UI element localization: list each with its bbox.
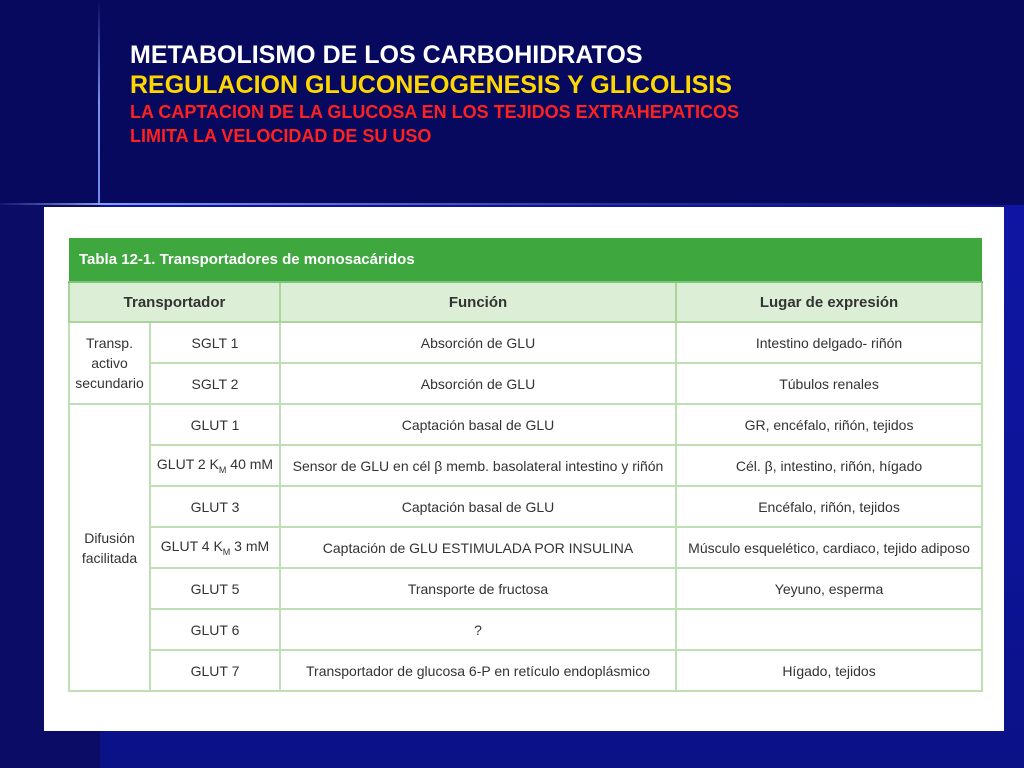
location-cell: Túbulos renales — [676, 363, 982, 404]
location-cell: Hígado, tejidos — [676, 650, 982, 691]
group-facilitated-diffusion — [69, 404, 150, 691]
function-cell: Absorción de GLU — [280, 322, 676, 363]
transporter-cell — [150, 445, 280, 486]
location-cell: GR, encéfalo, riñón, tejidos — [676, 404, 982, 445]
location-cell: Yeyuno, esperma — [676, 568, 982, 609]
table-row — [69, 527, 982, 568]
column-header-location: Lugar de expresión — [676, 282, 982, 322]
slide-note-line-2: LIMITA LA VELOCIDAD DE SU USO — [130, 126, 432, 146]
function-cell: Transporte de fructosa — [280, 568, 676, 609]
transporter-cell: GLUT 3 — [150, 486, 280, 527]
transporter-subscript: M — [218, 464, 227, 475]
slide-note-line-1: LA CAPTACION DE LA GLUCOSA EN LOS TEJIDOS EXTRAHEPATICOS — [130, 102, 740, 122]
table-header-row — [69, 282, 982, 322]
group-label-line: facilitada — [81, 549, 138, 566]
decorative-horizontal-line — [0, 203, 1024, 205]
column-header-transporter: Transportador — [69, 282, 280, 322]
table-row — [69, 404, 982, 445]
group-label-line: Transp. — [86, 335, 133, 351]
function-cell: ? — [280, 609, 676, 650]
transporter-cell: GLUT 1 — [150, 404, 280, 445]
slide-subtitle: REGULACION GLUCONEOGENESIS Y GLICOLISIS — [130, 71, 732, 99]
slide-title: METABOLISMO DE LOS CARBOHIDRATOS — [130, 41, 643, 69]
table-row — [69, 650, 982, 691]
group-label-line: Difusión — [84, 529, 135, 546]
location-cell: Encéfalo, riñón, tejidos — [676, 486, 982, 527]
transporter-label: GLUT 2 K — [156, 456, 219, 473]
function-cell: Captación de GLU ESTIMULADA POR INSULINA — [280, 527, 676, 568]
group-label-line: secundario — [75, 375, 144, 391]
table-row — [69, 486, 982, 527]
group-active-secondary — [69, 322, 150, 404]
transporters-table — [68, 238, 983, 692]
transporter-cell: GLUT 7 — [150, 650, 280, 691]
location-cell: Intestino delgado- riñón — [676, 322, 982, 363]
transporter-label: GLUT 4 K — [160, 538, 223, 555]
table-caption-row — [69, 238, 982, 282]
decorative-vertical-line — [98, 0, 100, 205]
table-caption: Tabla 12-1. Transportadores de monosacáridos — [69, 238, 982, 282]
function-cell: Absorción de GLU — [280, 363, 676, 404]
column-header-function: Función — [280, 282, 676, 322]
table-row — [69, 322, 982, 363]
transporter-suffix: 40 mM — [226, 456, 274, 473]
table-row — [69, 609, 982, 650]
transporter-cell: SGLT 1 — [150, 322, 280, 363]
transporter-cell: GLUT 6 — [150, 609, 280, 650]
location-cell — [676, 609, 982, 650]
function-cell: Captación basal de GLU — [280, 486, 676, 527]
table-row — [69, 445, 982, 486]
table-row — [69, 568, 982, 609]
function-cell: Captación basal de GLU — [280, 404, 676, 445]
transporter-cell: SGLT 2 — [150, 363, 280, 404]
slide-title-block — [130, 40, 990, 148]
transporter-cell: GLUT 5 — [150, 568, 280, 609]
function-cell: Transportador de glucosa 6-P en retículo endoplásmico — [280, 650, 676, 691]
function-cell: Sensor de GLU en cél β memb. basolateral intestino y riñón — [280, 445, 676, 486]
location-cell: Músculo esquelético, cardiaco, tejido adiposo — [676, 527, 982, 568]
transporter-subscript: M — [222, 546, 231, 557]
table-row — [69, 363, 982, 404]
transporter-cell — [150, 527, 280, 568]
table-image-panel — [44, 207, 1004, 731]
location-cell: Cél. β, intestino, riñón, hígado — [676, 445, 982, 486]
transporter-suffix: 3 mM — [230, 538, 270, 555]
group-label-line: activo — [91, 355, 128, 371]
